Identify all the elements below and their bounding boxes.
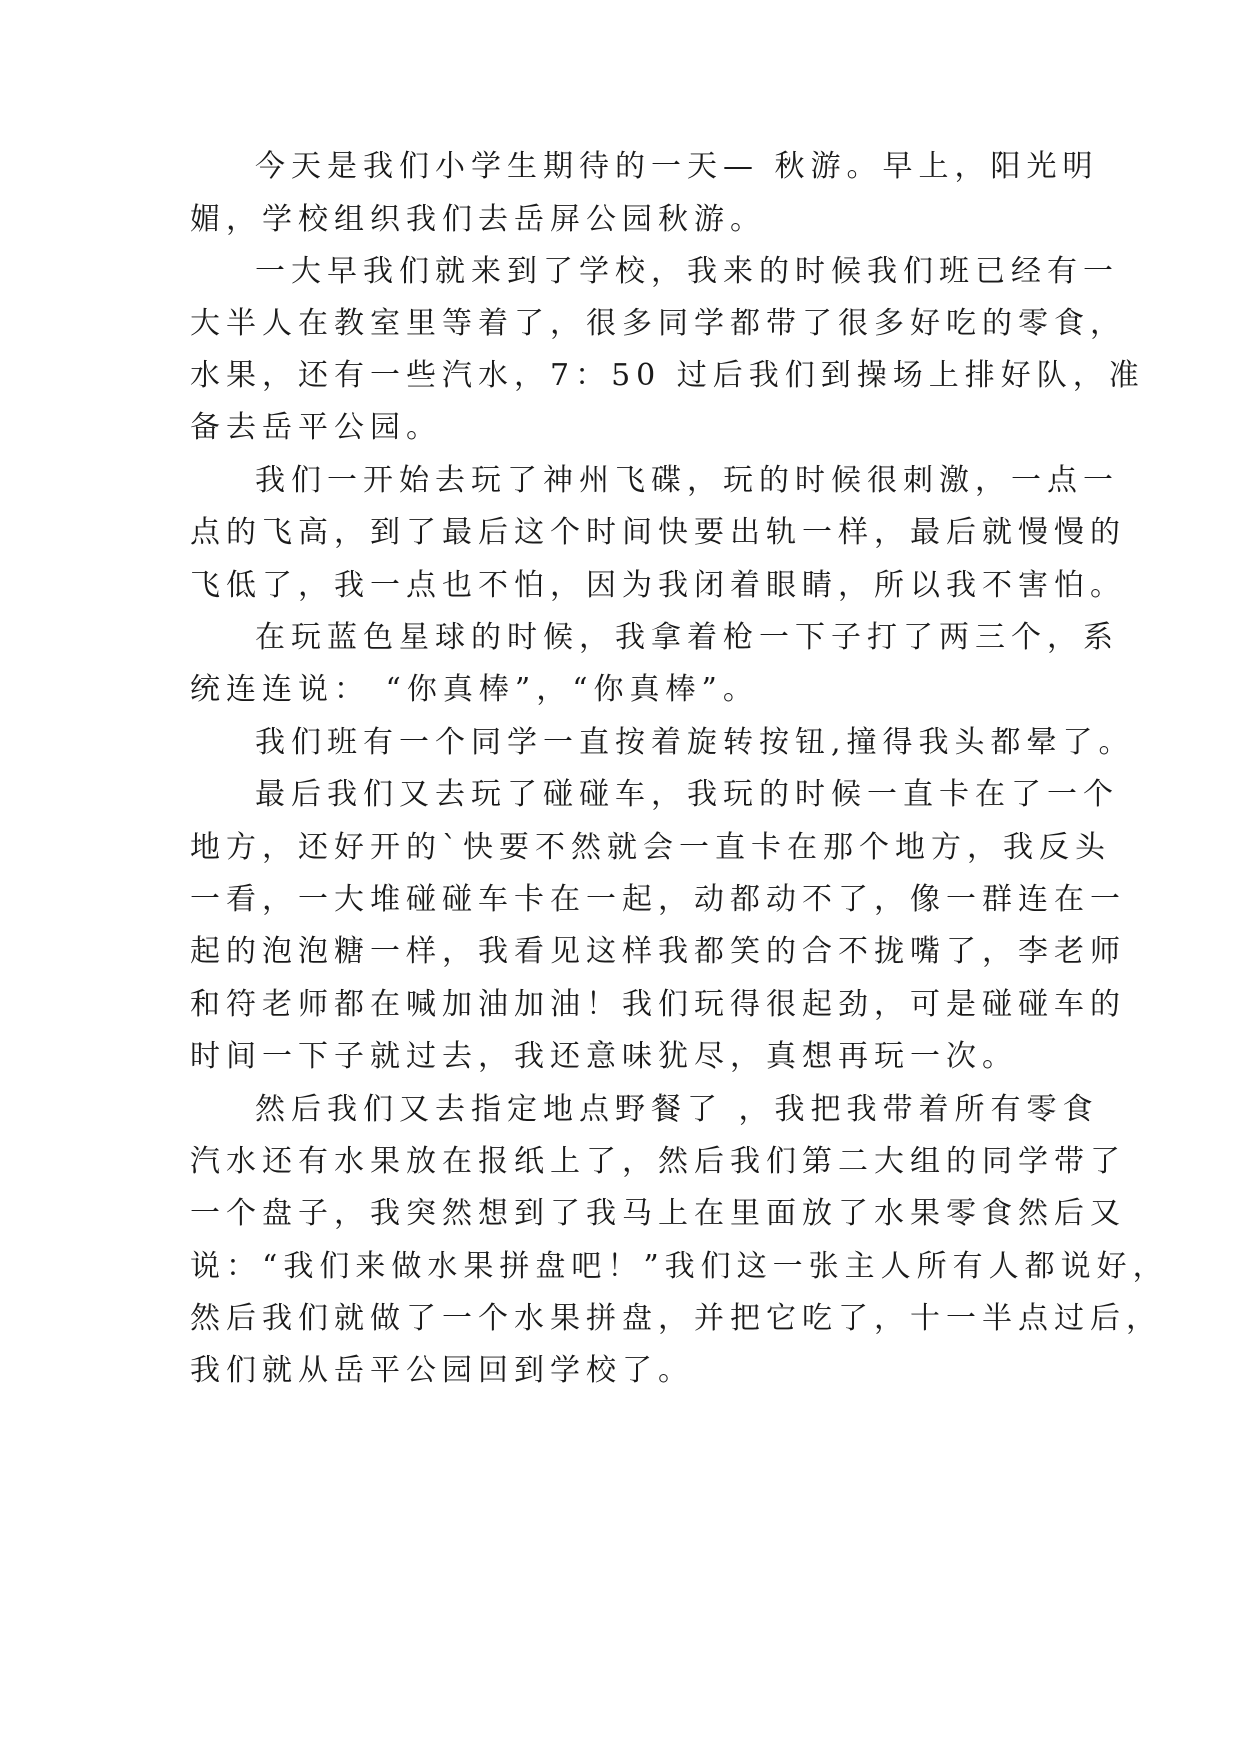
text-line-1: 今天是我们小学生期待的一天— 秋游。早上，阳光明 — [255, 149, 1099, 184]
text-line-11: 统连连说： “你真棒”，“你真棒”。 — [190, 672, 759, 707]
text-line-10: 在玩蓝色星球的时候，我拿着枪一下子打了两三个，系 — [255, 620, 1119, 655]
text-line-3: 一大早我们就来到了学校，我来的时候我们班已经有一 — [255, 254, 1119, 289]
text-line-22: 说：“我们来做水果拼盘吧！”我们这一张主人所有人都说好， — [190, 1249, 1169, 1284]
text-line-12: 我们班有一个同学一直按着旋转按钮,撞得我头都晕了。 — [255, 725, 1135, 760]
text-line-16: 起的泡泡糖一样，我看见这样我都笑的合不拢嘴了，李老师 — [190, 934, 1126, 969]
text-line-15: 一看，一大堆碰碰车卡在一起，动都动不了，像一群连在一 — [190, 882, 1126, 917]
text-line-13: 最后我们又去玩了碰碰车，我玩的时候一直卡在了一个 — [255, 777, 1119, 812]
text-line-24: 我们就从岳平公园回到学校了。 — [190, 1353, 694, 1388]
text-line-14: 地方，还好开的`快要不然就会一直卡在那个地方，我反头 — [190, 830, 1111, 865]
text-line-2: 媚，学校组织我们去岳屏公园秋游。 — [190, 202, 766, 237]
text-line-18: 时间一下子就过去，我还意味犹尽，真想再玩一次。 — [190, 1039, 1018, 1074]
text-line-9: 飞低了，我一点也不怕，因为我闭着眼睛，所以我不害怕。 — [190, 568, 1126, 603]
text-line-5: 水果，还有一些汽水，7：50 过后我们到操场上排好队，准 — [190, 358, 1145, 393]
text-line-23: 然后我们就做了一个水果拼盘，并把它吃了，十一半点过后， — [190, 1301, 1162, 1336]
text-line-7: 我们一开始去玩了神州飞碟，玩的时候很刺激，一点一 — [255, 463, 1119, 498]
text-line-4: 大半人在教室里等着了，很多同学都带了很多好吃的零食， — [190, 306, 1126, 341]
text-line-6: 备去岳平公园。 — [190, 410, 442, 445]
text-line-19: 然后我们又去指定地点野餐了 ，我把我带着所有零食 — [255, 1092, 1099, 1127]
text-line-20: 汽水还有水果放在报纸上了，然后我们第二大组的同学带了 — [190, 1144, 1126, 1179]
text-line-17: 和符老师都在喊加油加油！我们玩得很起劲，可是碰碰车的 — [190, 987, 1126, 1022]
text-line-8: 点的飞高，到了最后这个时间快要出轨一样，最后就慢慢的 — [190, 515, 1126, 550]
text-line-21: 一个盘子，我突然想到了我马上在里面放了水果零食然后又 — [190, 1196, 1126, 1231]
